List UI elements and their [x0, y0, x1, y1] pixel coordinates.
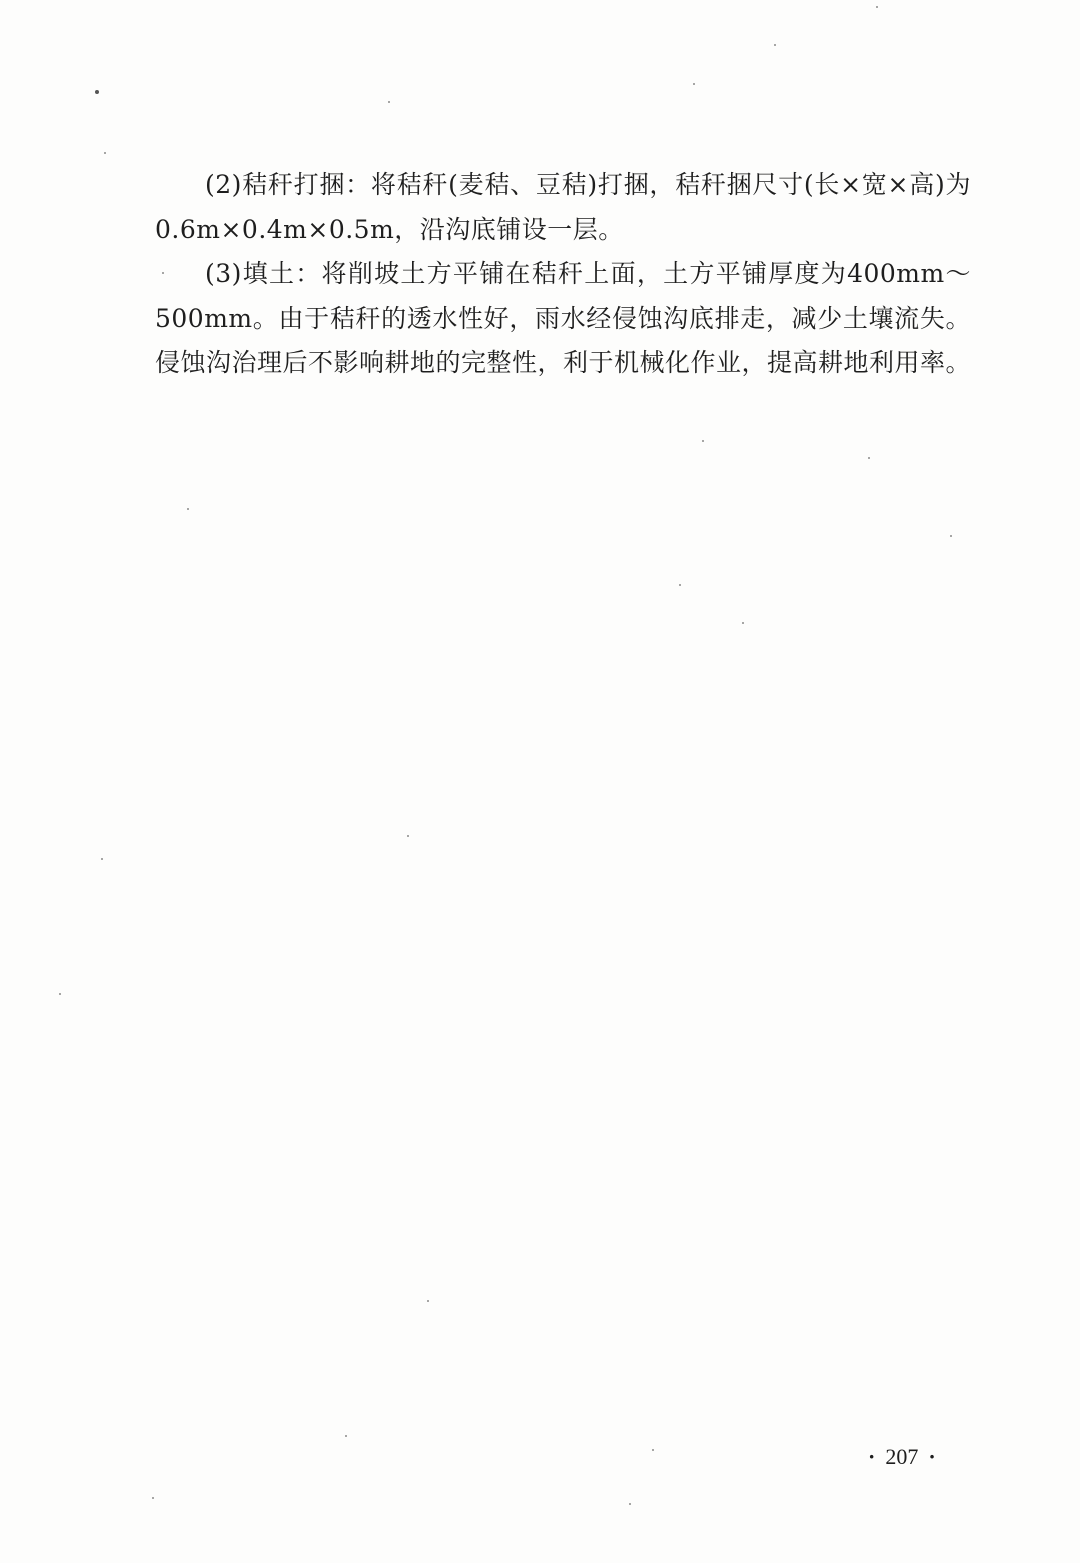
- scan-speck: [679, 584, 681, 586]
- scan-speck: [868, 457, 870, 459]
- scan-speck: [187, 508, 189, 510]
- scan-speck: [59, 993, 61, 995]
- scan-speck: [407, 835, 409, 837]
- folio-dot-left: ·: [868, 1444, 876, 1469]
- scan-speck: [652, 1449, 654, 1451]
- scan-speck: [104, 152, 106, 154]
- page-number-footer: [858, 1444, 946, 1470]
- scan-speck: [95, 90, 99, 94]
- paragraph-straw-baling: (2)秸秆打捆：将秸秆(麦秸、豆秸)打捆，秸秆捆尺寸(长×宽×高)为 0.6m×0.4m×0.5m，沿沟底铺设一层。: [155, 170, 971, 244]
- body-text: [155, 163, 971, 386]
- scan-speck: [388, 101, 390, 103]
- scan-speck: [742, 622, 744, 624]
- folio-dot-right: ·: [928, 1444, 936, 1469]
- scan-speck: [629, 1503, 631, 1505]
- paragraph-backfill: (3)填土：将削坡土方平铺在秸秆上面，土方平铺厚度为400mm～500mm。由于秸秆的透水性好，雨水经侵蚀沟底排走，减少土壤流失。侵蚀沟治理后不影响耕地的完整性，利于机械化作业，提高耕地利用率。: [155, 259, 972, 377]
- page-number: 207: [885, 1444, 919, 1469]
- scan-speck: [876, 6, 878, 8]
- scan-speck: [152, 1497, 154, 1499]
- scan-speck: [950, 535, 952, 537]
- scan-speck: [101, 858, 103, 860]
- scan-speck: [693, 83, 695, 85]
- scan-speck: [427, 1300, 429, 1302]
- scan-speck: [702, 440, 704, 442]
- scan-speck: [345, 1435, 347, 1437]
- scan-speck: [774, 44, 776, 46]
